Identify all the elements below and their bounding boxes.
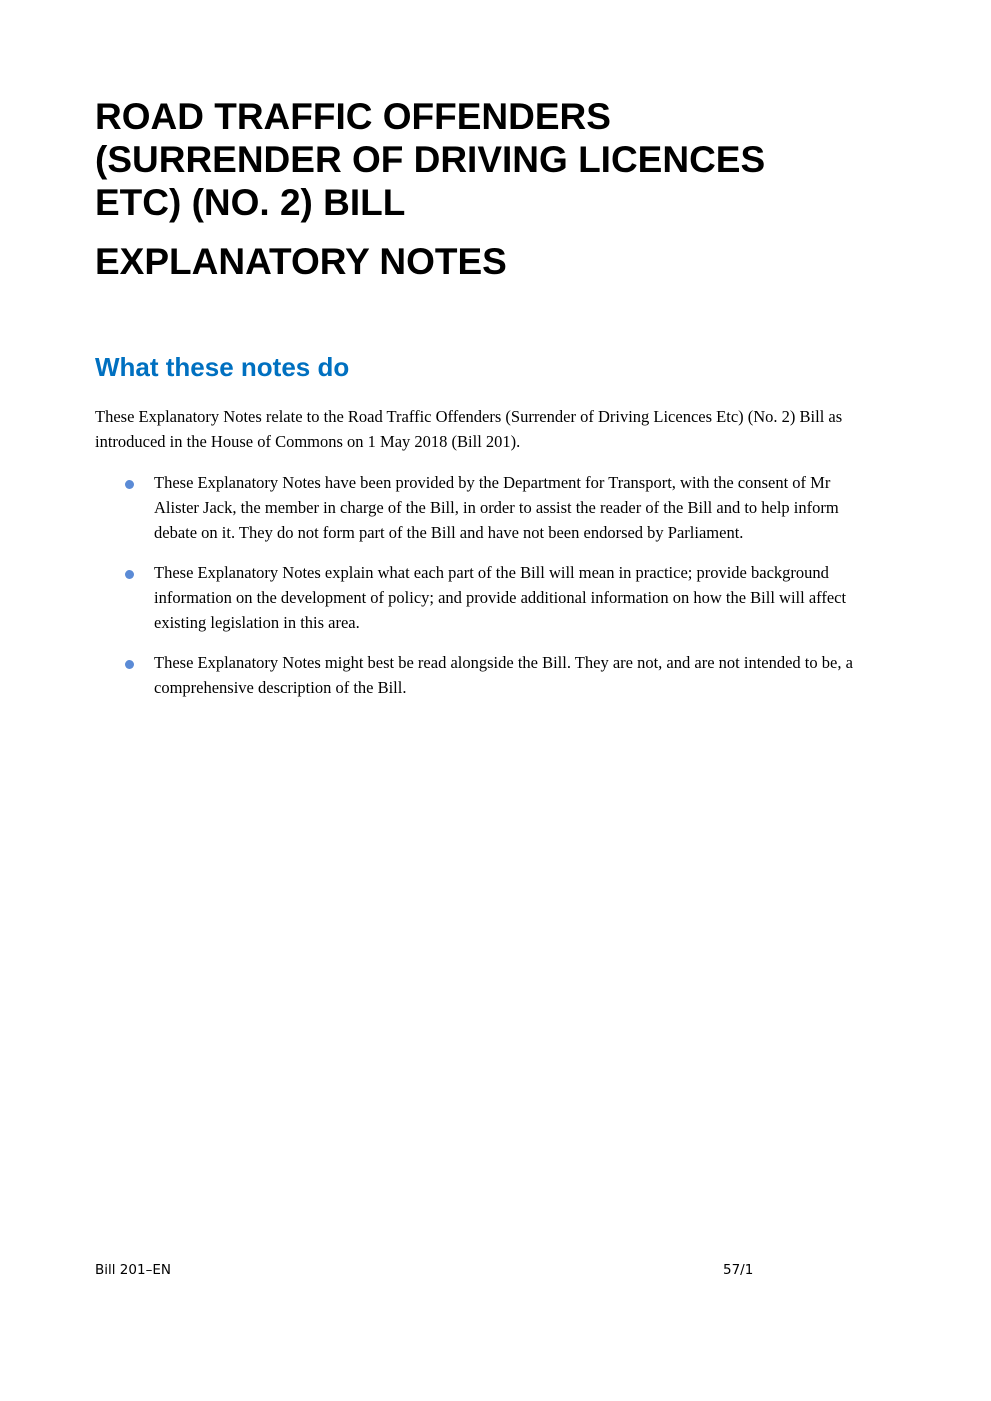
list-item-text: These Explanatory Notes have been provided by the Department for Transport, with the consent of Mr Alister Jack, the member in charge of the Bill, in order to assist the reader of the Bill and to help inform debate on it. They do not form part of the Bill and have not been endorsed by Parliament. <box>154 473 839 542</box>
section-heading: What these notes do <box>95 352 350 382</box>
footer-bill-number: Bill 201–EN <box>95 1262 171 1278</box>
bullet-list <box>95 470 855 715</box>
intro-paragraph: These Explanatory Notes relate to the Road Traffic Offenders (Surrender of Driving Licences Etc) (No. 2) Bill as introduced in the House of Commons on 1 May 2018 (Bill 201). <box>95 407 843 451</box>
bullet-icon <box>125 480 134 489</box>
document-title: ROAD TRAFFIC OFFENDERS (SURRENDER OF DRIVING LICENCES ETC) (NO. 2) BILL <box>95 96 766 223</box>
list-item <box>95 560 855 635</box>
list-item-text: These Explanatory Notes might best be read alongside the Bill. They are not, and are not intended to be, a comprehensive description of the Bill. <box>154 653 853 697</box>
document-subtitle: EXPLANATORY NOTES <box>95 241 507 282</box>
bullet-icon <box>125 570 134 579</box>
footer-page-code: 57/1 <box>723 1262 754 1278</box>
list-item-text: These Explanatory Notes explain what each part of the Bill will mean in practice; provide background information on the development of policy; and provide additional information on how the Bill will affect existing legislation in this area. <box>154 563 847 632</box>
bullet-icon <box>125 660 134 669</box>
list-item <box>95 650 855 700</box>
list-item <box>95 470 855 545</box>
